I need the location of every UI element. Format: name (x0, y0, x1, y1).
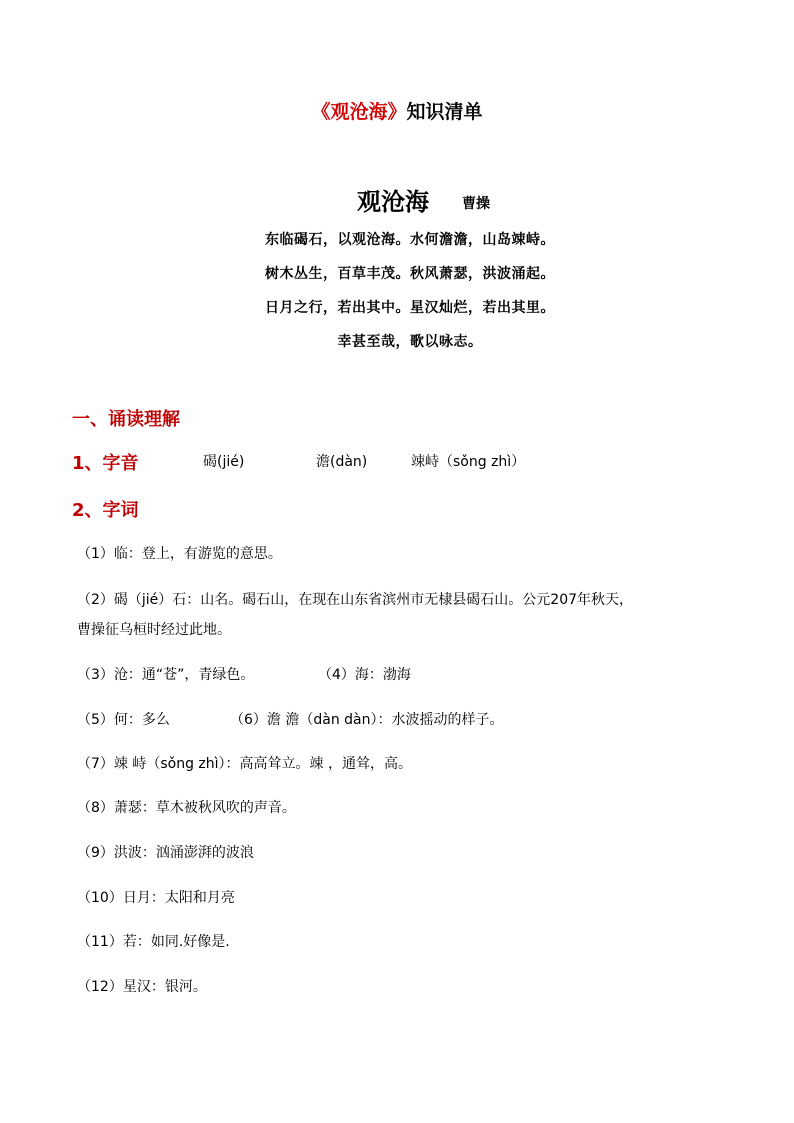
vocab-item: （6）澹 澹（dàn dàn）：水波摇动的样子。 (230, 712, 504, 728)
vocab-item: （10）日月：太阳和月亮 (77, 890, 235, 906)
poem-author: 曹操 (462, 196, 490, 212)
vocab-item: （2）碣（jié）石：山名。碣石山，在现在山东省滨州市无棣县碣石山。公元207年秋天， (77, 592, 634, 608)
poem-line: 幸甚至哉，歌以咏志。 (337, 334, 483, 350)
vocab-item: （8）萧瑟：草木被秋风吹的声音。 (77, 800, 296, 816)
vocab-item: （1）临：登上，有游览的意思。 (77, 546, 282, 562)
vocab-item: （7）竦 峙（sǒng zhì）：高高耸立。竦 ，通耸，高。 (77, 756, 412, 772)
pronunciation-item: 竦峙（sǒng zhì） (411, 454, 526, 470)
section-heading-vocab: 2、字词 (72, 500, 139, 521)
poem-line: 日月之行，若出其中。星汉灿烂，若出其里。 (265, 300, 555, 316)
poem-line: 东临碣石，以观沧海。水何澹澹，山岛竦峙。 (265, 232, 555, 248)
poem-line: 树木丛生，百草丰茂。秋风萧瑟，洪波涌起。 (265, 266, 555, 282)
vocab-item-continuation: 曹操征乌桓时经过此地。 (77, 622, 231, 638)
document-title-suffix: 知识清单 (406, 101, 483, 123)
section-heading-reading: 一、诵读理解 (72, 409, 180, 430)
vocab-item: （9）洪波：汹涌澎湃的波浪 (77, 845, 254, 861)
poem-title: 观沧海 (357, 187, 429, 216)
pronunciation-item: 澹(dàn) (316, 454, 368, 470)
vocab-item: （11）若：如同.好像是. (77, 934, 230, 950)
document-title-work: 《观沧海》 (311, 101, 407, 123)
vocab-item: （3）沧：通“苍”，青绿色。 (77, 667, 255, 683)
vocab-item: （5）何：多么 (77, 712, 170, 728)
pronunciation-item: 碣(jié) (203, 454, 245, 470)
document-title (0, 97, 794, 124)
vocab-item: （4）海：渤海 (318, 667, 411, 683)
section-heading-pronunciation: 1、字音 (72, 453, 139, 474)
vocab-item: （12）星汉：银河。 (77, 979, 207, 995)
